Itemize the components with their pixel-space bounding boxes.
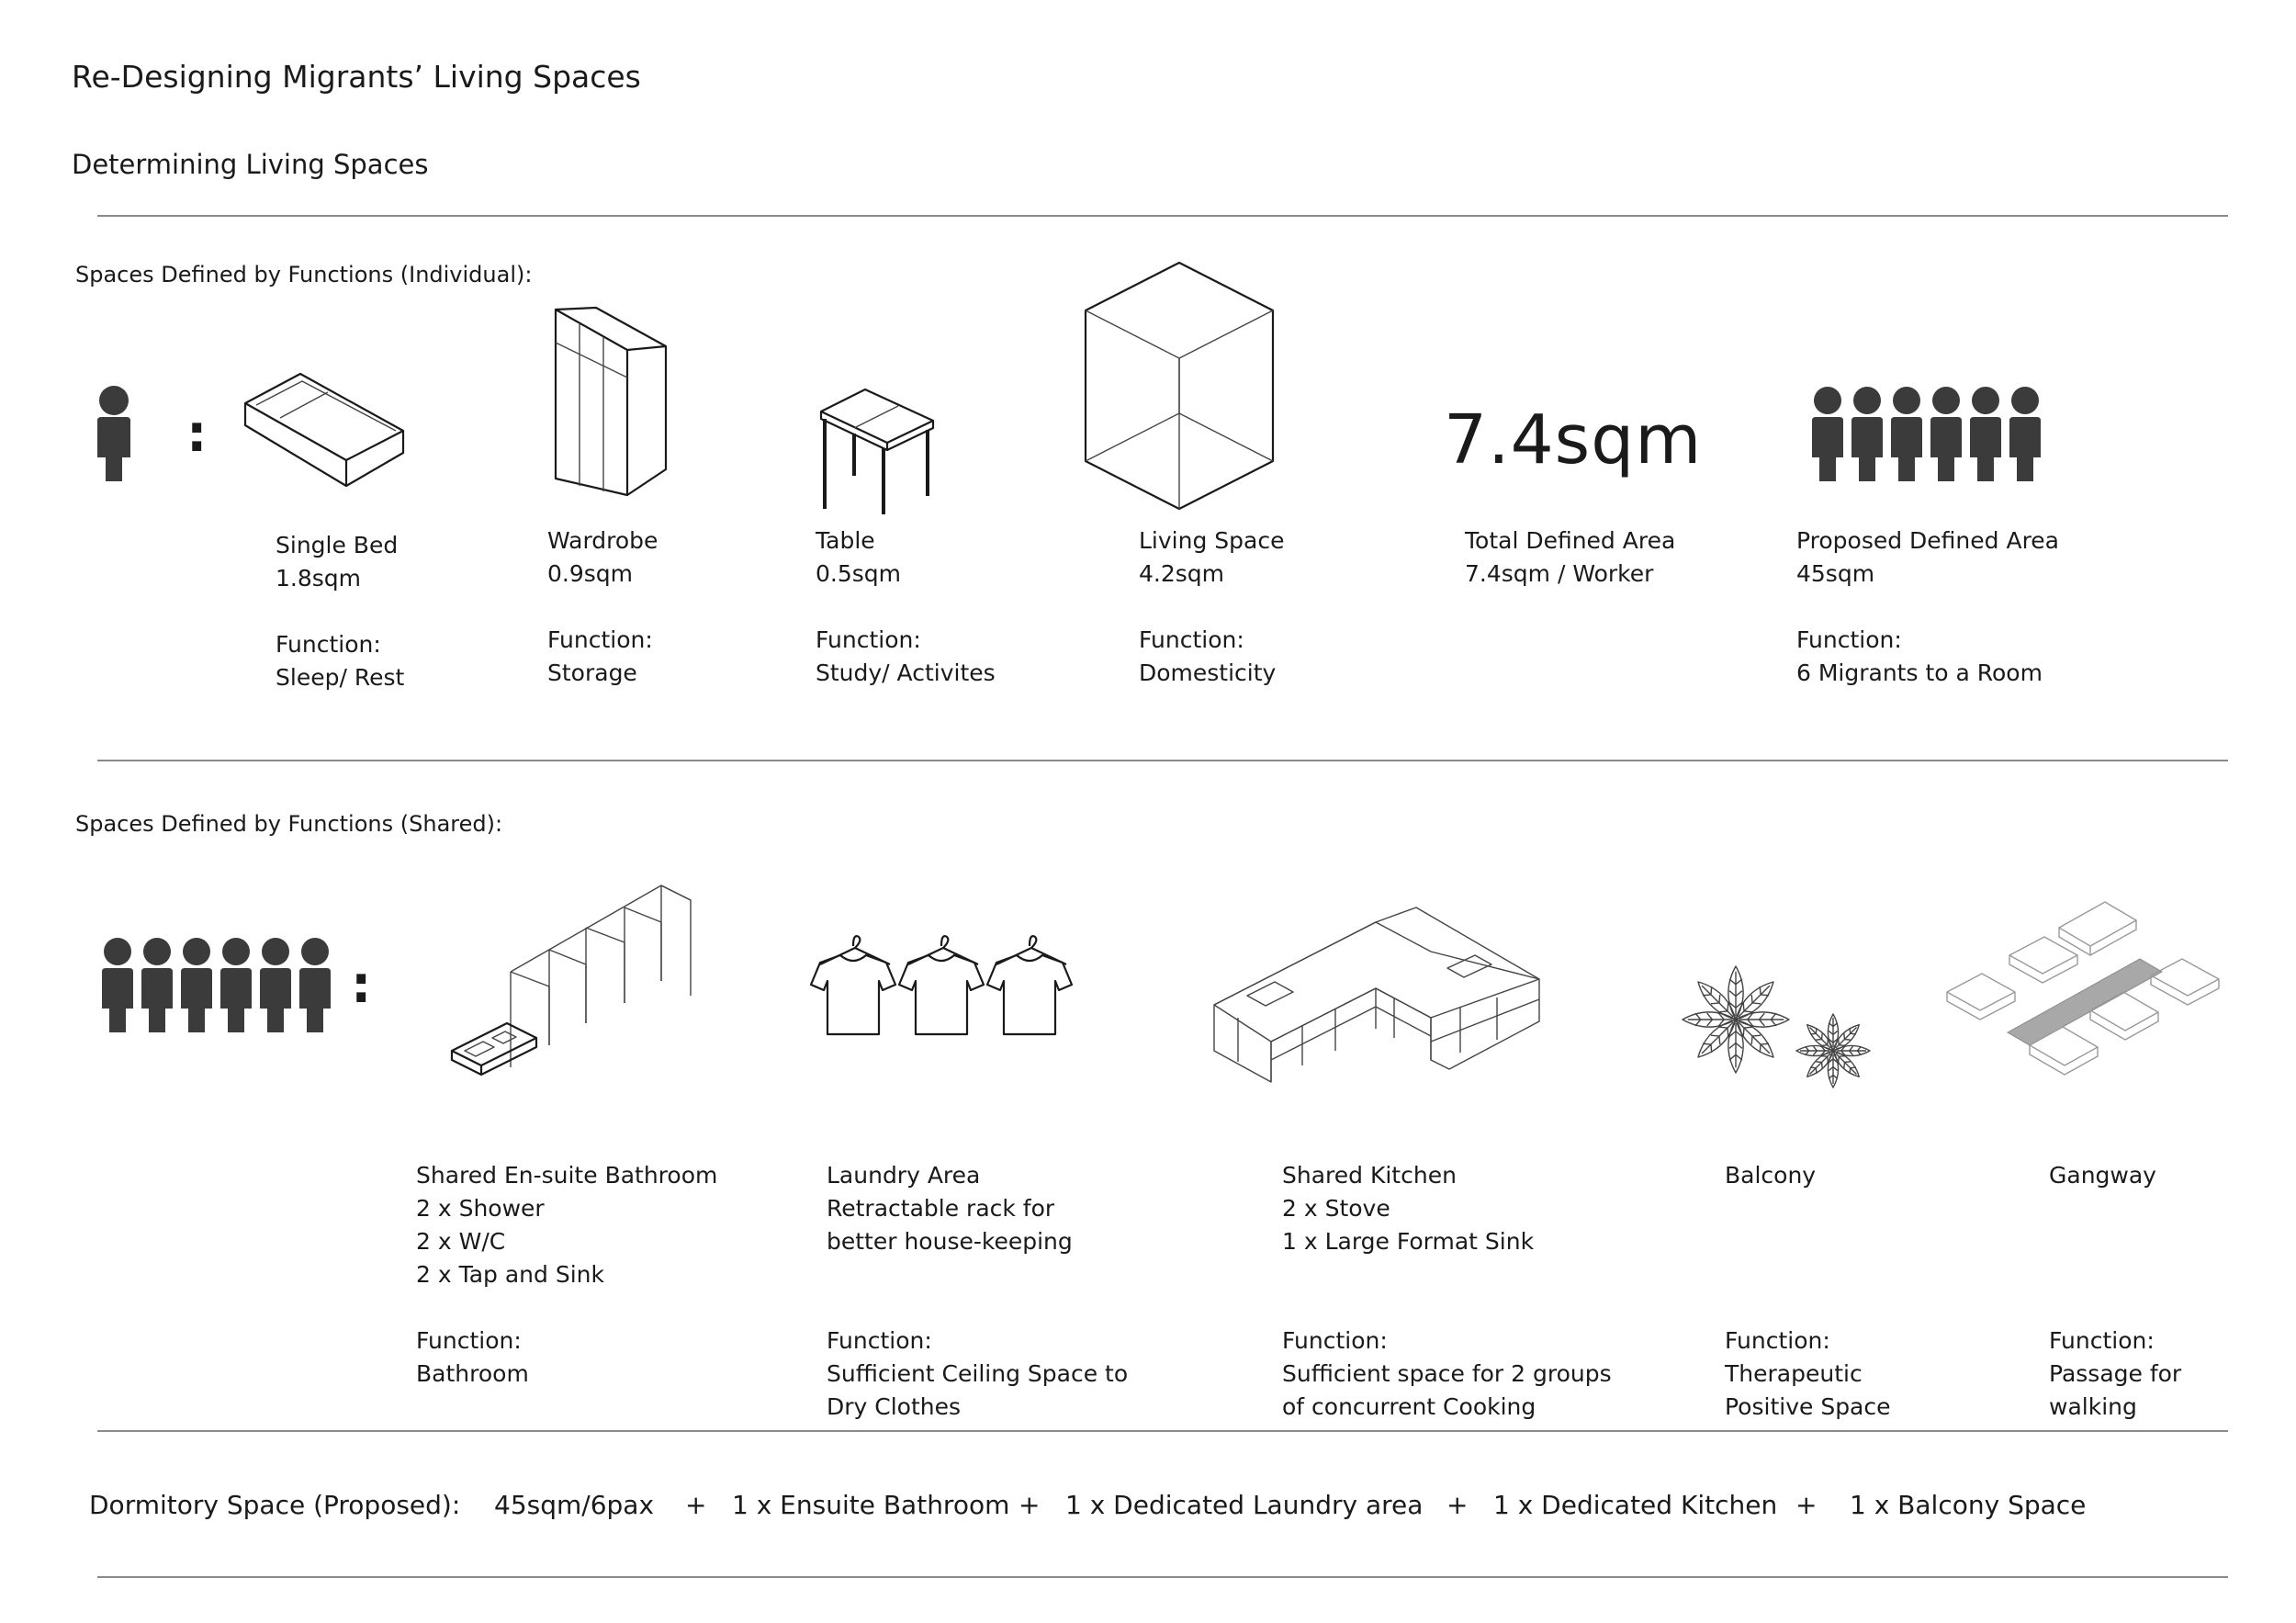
formula-term: 1 x Balcony Space [1850, 1490, 2087, 1520]
proposed-function-label: Function: [1796, 626, 1902, 653]
balcony-plants-icon [1673, 963, 1894, 1091]
bed-label [276, 529, 404, 694]
bed-icon [243, 372, 409, 491]
large-plant [1683, 966, 1789, 1073]
individual-heading: Spaces Defined by Functions (Individual): [75, 262, 533, 287]
kitchen-icon [1210, 904, 1543, 1084]
balcony-function-label: Function: [1725, 1327, 1830, 1354]
kitchen-detail: 1 x Large Format Sink [1282, 1228, 1535, 1255]
table-function: Study/ Activites [816, 659, 996, 686]
kitchen-label [1282, 1159, 1612, 1424]
balcony-name: Balcony [1725, 1162, 1817, 1189]
formula-label: Dormitory Space (Proposed): [89, 1490, 461, 1520]
bathroom-label [416, 1159, 717, 1391]
person-figure [1891, 387, 1922, 481]
person-figure [1930, 387, 1962, 481]
gangway-name: Gangway [2049, 1162, 2156, 1189]
person-figure [1970, 387, 2001, 481]
bathroom-function: Bathroom [416, 1360, 529, 1387]
gangway-icon [1943, 895, 2223, 1078]
person-figure [141, 938, 173, 1032]
shirt-on-hanger [899, 936, 984, 1034]
formula-term: 45sqm/6pax [494, 1490, 655, 1520]
page-title: Re-Designing Migrants’ Living Spaces [72, 59, 641, 95]
kitchen-function-label: Function: [1282, 1327, 1388, 1354]
page-subtitle: Determining Living Spaces [72, 149, 429, 180]
divider [97, 1430, 2228, 1432]
wardrobe-name: Wardrobe [547, 527, 658, 554]
formula-plus: + [1019, 1490, 1041, 1520]
bathroom-name: Shared En-suite Bathroom [416, 1162, 718, 1189]
living-space-label [1139, 524, 1284, 690]
ratio-colon: : [351, 955, 372, 1015]
proposed-area-label [1796, 524, 2059, 690]
laundry-shirts-icon [813, 930, 1079, 1040]
shared-heading: Spaces Defined by Functions (Shared): [75, 811, 503, 837]
wardrobe-area: 0.9sqm [547, 560, 634, 587]
bathroom-detail: 2 x Shower [416, 1195, 545, 1222]
proposed-area-name: Proposed Defined Area [1796, 527, 2059, 554]
laundry-function: Dry Clothes [827, 1393, 962, 1420]
kitchen-function: Sufficient space for 2 groups [1282, 1360, 1612, 1387]
formula-term: 1 x Dedicated Kitchen [1493, 1490, 1778, 1520]
bathroom-detail: 2 x W/C [416, 1228, 506, 1255]
small-plant [1796, 1014, 1870, 1088]
table-area: 0.5sqm [816, 560, 902, 587]
person-icon [88, 384, 140, 483]
formula-term: 1 x Ensuite Bathroom [732, 1490, 1010, 1520]
kitchen-name: Shared Kitchen [1282, 1162, 1457, 1189]
person-figure [181, 938, 212, 1032]
formula-plus: + [1446, 1490, 1469, 1520]
person-figure [1812, 387, 1843, 481]
six-persons-icon [1809, 384, 2048, 483]
person-figure [102, 938, 133, 1032]
living-space-function: Domesticity [1139, 659, 1277, 686]
proposed-area-value: 45sqm [1796, 560, 1875, 587]
wardrobe-label [547, 524, 658, 690]
gangway-function: walking [2049, 1393, 2137, 1420]
person-figure [1851, 387, 1883, 481]
laundry-detail: better house-keeping [827, 1228, 1073, 1255]
laundry-name: Laundry Area [827, 1162, 981, 1189]
table-label [816, 524, 996, 690]
table-name: Table [816, 527, 875, 554]
shirt-on-hanger [811, 936, 895, 1034]
laundry-label [827, 1159, 1128, 1424]
gangway-function-label: Function: [2049, 1327, 2155, 1354]
laundry-function: Sufficient Ceiling Space to [827, 1360, 1129, 1387]
bed-name: Single Bed [276, 532, 399, 558]
gangway-function: Passage for [2049, 1360, 2182, 1387]
formula-plus: + [685, 1490, 707, 1520]
total-area-name: Total Defined Area [1465, 527, 1676, 554]
living-space-function-label: Function: [1139, 626, 1244, 653]
wardrobe-icon [554, 306, 669, 499]
person-figure [260, 938, 291, 1032]
ratio-colon: : [186, 404, 208, 464]
balcony-label [1725, 1159, 1891, 1424]
living-space-area: 4.2sqm [1139, 560, 1225, 587]
balcony-function: Positive Space [1725, 1393, 1891, 1420]
bed-function: Sleep/ Rest [276, 664, 405, 691]
person-figure [299, 938, 331, 1032]
divider [97, 215, 2228, 217]
wardrobe-function-label: Function: [547, 626, 653, 653]
bathroom-detail: 2 x Tap and Sink [416, 1261, 604, 1288]
kitchen-detail: 2 x Stove [1282, 1195, 1390, 1222]
laundry-detail: Retractable rack for [827, 1195, 1055, 1222]
kitchen-function: of concurrent Cooking [1282, 1393, 1536, 1420]
person-figure [2009, 387, 2041, 481]
formula-term: 1 x Dedicated Laundry area [1065, 1490, 1424, 1520]
formula-plus: + [1795, 1490, 1818, 1520]
laundry-function-label: Function: [827, 1327, 932, 1354]
person-figure [220, 938, 252, 1032]
total-area-value: 7.4sqm [1444, 400, 1703, 479]
bed-function-label: Function: [276, 631, 381, 658]
balcony-function: Therapeutic [1725, 1360, 1863, 1387]
table-function-label: Function: [816, 626, 921, 653]
gangway-label [2049, 1159, 2181, 1424]
shirt-on-hanger [987, 936, 1072, 1034]
total-area-label [1465, 524, 1675, 591]
table-icon [819, 388, 939, 516]
divider [97, 1576, 2228, 1578]
total-area-per-worker: 7.4sqm / Worker [1465, 560, 1654, 587]
bed-area: 1.8sqm [276, 565, 362, 592]
wardrobe-function: Storage [547, 659, 637, 686]
living-space-cube-icon [1084, 261, 1277, 511]
proposed-function: 6 Migrants to a Room [1796, 659, 2043, 686]
bathroom-icon [448, 884, 694, 1078]
bathroom-function-label: Function: [416, 1327, 522, 1354]
living-space-name: Living Space [1139, 527, 1285, 554]
six-persons-icon [99, 935, 338, 1034]
divider [97, 760, 2228, 761]
